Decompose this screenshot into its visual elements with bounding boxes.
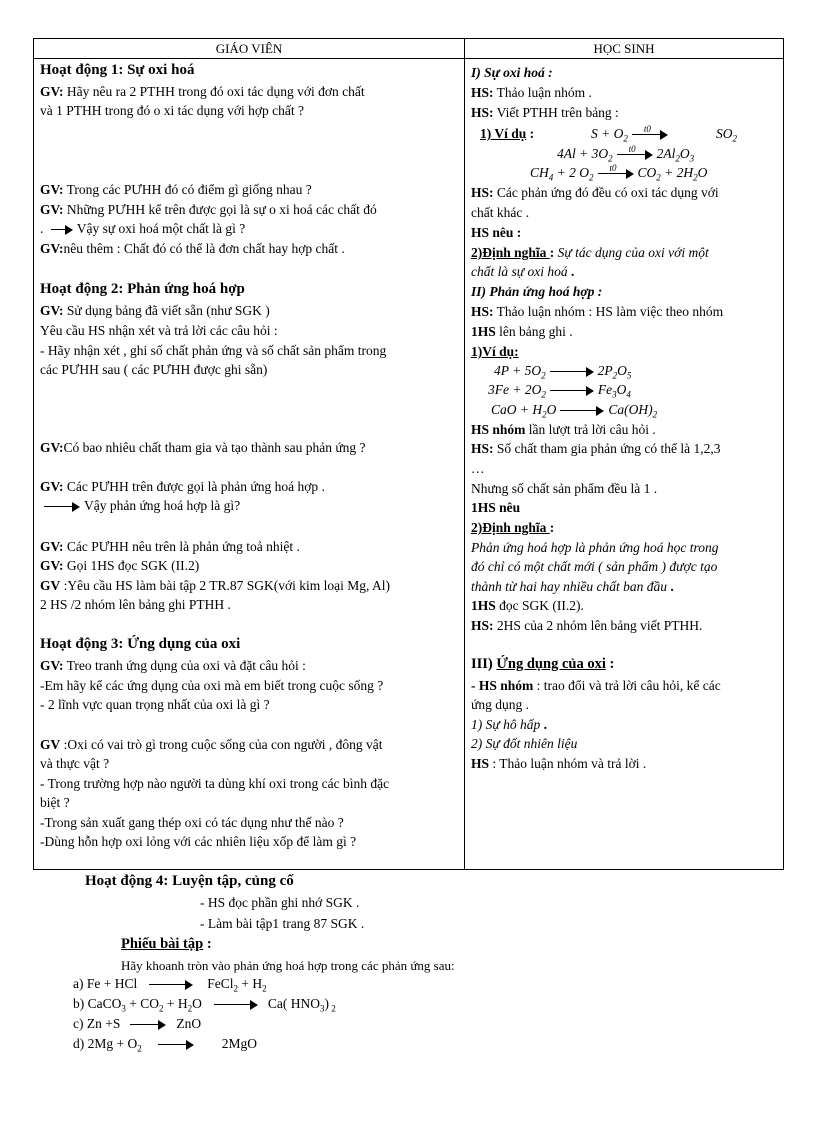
text-line: - Hãy nhận xét , ghi số chất phản ứng và số chất sản phẩm trong — [40, 343, 387, 358]
activity-3-title: Hoạt động 3: Ứng dụng của oxi — [40, 636, 241, 652]
arrow-icon: t0 — [617, 150, 653, 160]
question-a: a) Fe + HCl FeCl$_2$ + $H_2$ — [73, 976, 267, 994]
question-d: d) $2Mg + O_2$ 2MgO — [73, 1036, 258, 1054]
text-line: HS nhóm lần lượt trả lời câu hỏi . — [471, 422, 656, 437]
section-3-title: III) Ứng dụng của oxi : — [471, 656, 615, 672]
arrow-icon: t0 — [632, 130, 668, 140]
text-line: GV: Hãy nêu ra 2 PTHH trong đó oxi tác dụng với đơn chất — [40, 84, 365, 99]
section-2-title: II) Phản ứng hoá hợp : — [471, 284, 603, 299]
question-c: c) Zn +S ZnO — [73, 1016, 202, 1031]
arrow-icon — [51, 225, 73, 235]
use-item: 2) Sự đốt nhiên liệu — [471, 736, 578, 751]
arrow-icon — [550, 386, 594, 396]
text-line: GV:nêu thêm : Chất đó có thể là đơn chất hay hợp chất . — [40, 241, 345, 256]
text-line: -Trong sản xuất gang thép oxi có tác dụng như thế nào ? — [40, 815, 344, 830]
text-line: ứng dụng . — [471, 697, 529, 712]
arrow-icon — [560, 406, 604, 416]
text-line: 1HS nêu — [471, 500, 521, 515]
arrow-icon — [158, 1040, 194, 1050]
equation: $4P + 5O_2$ $2P_2O_5$ — [494, 363, 632, 381]
arrow-icon — [44, 502, 80, 512]
worksheet-title: Phiếu bài tập : — [121, 936, 212, 952]
text-line: HS: Các phản ứng đó đều có oxi tác dụng với — [471, 185, 719, 200]
text-line: 1HS đọc SGK (II.2). — [471, 598, 584, 613]
use-item: 1) Sự hô hấp . — [471, 717, 547, 732]
text-line: HS : Thảo luận nhóm và trả lời . — [471, 756, 647, 771]
text-line: Yêu cầu HS nhận xét và trả lời các câu hỏi : — [40, 323, 278, 338]
equation: $4Al + 3O_2$ t0 $2Al_2O_3$ — [557, 143, 695, 164]
text-line: GV :Yêu cầu HS làm bài tập 2 TR.87 SGK(với kim loại Mg, Al) — [40, 578, 390, 593]
header-student: HỌC SINH — [465, 39, 784, 59]
text-line: chất khác . — [471, 205, 530, 220]
activity-2-title: Hoạt động 2: Phản ứng hoá hợp — [40, 281, 245, 297]
text-line: - 2 lĩnh vực quan trọng nhất của oxi là gì ? — [40, 697, 270, 712]
text-line: GV: Sử dụng bảng đã viết sẵn (như SGK ) — [40, 303, 270, 318]
text-line: GV: Những PƯHH kể trên được gọi là sự o xi hoá các chất đó — [40, 202, 377, 217]
equation: $3Fe + 2O_2$ $Fe_3O_4$ — [488, 382, 631, 400]
equation: $S + O_2$ t0 — [591, 125, 672, 148]
text-line: HS nêu : — [471, 225, 522, 240]
text-line: GV: Các PƯHH nêu trên là phản ứng toả nhiệt . — [40, 539, 300, 554]
text-line: . Vậy sự oxi hoá một chất là gì ? — [40, 221, 246, 236]
text-line: các PƯHH sau ( các PƯHH được ghi sẵn) — [40, 362, 268, 377]
example-label: 1)Ví dụ: — [471, 344, 519, 359]
activity-1-title: Hoạt động 1: Sự oxi hoá — [40, 62, 195, 78]
text-line: GV: Treo tranh ứng dụng của oxi và đặt câu hỏi : — [40, 658, 306, 673]
text-line: - Trong trường hợp nào người ta dùng khí oxi trong các bình đặc — [40, 776, 390, 791]
arrow-icon — [130, 1020, 166, 1030]
text-line: HS: Số chất tham gia phản ứng có thể là 1,2,3 — [471, 441, 721, 456]
text-line: HS: Thảo luận nhóm . — [471, 85, 592, 100]
worksheet-instructions: Hãy khoanh tròn vào phản ứng hoá hợp trong các phản ứng sau: — [121, 958, 455, 973]
text-line: và 1 PTHH trong đó o xi tác dụng với hợp chất ? — [40, 103, 304, 118]
header-teacher: GIÁO VIÊN — [34, 39, 465, 59]
text-line: - HS nhóm : trao đổi và trả lời câu hỏi, kể các — [471, 678, 721, 693]
text-line: GV: Trong các PƯHH đó có điểm gì giống nhau ? — [40, 182, 312, 197]
question-b: b) CaCO$_3$ + $CO_2 + H_2O$ Ca( $HNO_3$) $_2$ — [73, 996, 336, 1014]
text-line: HS: Viết PTHH trên bảng : — [471, 105, 619, 120]
text-line: biệt ? — [40, 795, 70, 810]
text-line: -Em hãy kể các ứng dụng của oxi mà em biết trong cuộc sống ? — [40, 678, 384, 693]
equation-product: $SO_2$ — [716, 126, 737, 144]
definition-1-line2: chất là sự oxi hoá . — [471, 264, 575, 279]
text-line: GV :Oxi có vai trò gì trong cuộc sống của con người , đông vật — [40, 737, 383, 752]
list-item: - Làm bài tập1 trang 87 SGK . — [200, 916, 365, 931]
text-line: Nhưng số chất sản phẩm đều là 1 . — [471, 481, 658, 496]
section-1-title: I) Sự oxi hoá : — [471, 65, 553, 80]
activity-4-title: Hoạt động 4: Luyện tập, củng cố — [85, 873, 294, 889]
arrow-icon — [149, 980, 193, 990]
text-line: GV: Các PƯHH trên được gọi là phản ứng hoá hợp . — [40, 479, 325, 494]
list-item: - HS đọc phần ghi nhớ SGK . — [200, 895, 360, 910]
text-line: HS: 2HS của 2 nhóm lên bảng viết PTHH. — [471, 618, 703, 633]
equation: CaO + $H_2O$ $Ca(OH)_2$ — [491, 402, 658, 420]
text-line: GV:Có bao nhiêu chất tham gia và tạo thành sau phản ứng ? — [40, 440, 366, 455]
definition-1: 2)Định nghĩa : Sự tác dụng của oxi với một — [471, 245, 709, 260]
text-line: HS: Thảo luận nhóm : HS làm việc theo nhóm — [471, 304, 724, 319]
text-line: GV: Gọi 1HS đọc SGK (II.2) — [40, 558, 200, 573]
example-label: 1) Ví dụ : — [480, 126, 535, 141]
definition-2-line: đó chỉ có một chất mới ( sản phẩm ) được tạo — [471, 559, 718, 574]
definition-2-line: thành từ hai hay nhiều chất ban đầu . — [471, 579, 674, 594]
text-line: -Dùng hỗn hợp oxi lỏng với các nhiên liệu xốp để làm gì ? — [40, 834, 357, 849]
definition-2-line: Phản ứng hoá hợp là phản ứng hoá học trong — [471, 540, 719, 555]
definition-2: 2)Định nghĩa : — [471, 520, 555, 535]
text-line: Vậy phản ứng hoá hợp là gì? — [40, 497, 240, 514]
arrow-icon — [550, 367, 594, 377]
arrow-icon: t0 — [598, 169, 634, 179]
text-line: … — [471, 461, 485, 476]
equation: $CH_4 + 2$ $O_2$ t0 $CO_2 + 2H_2O$ — [530, 162, 708, 183]
text-line: và thực vật ? — [40, 756, 110, 771]
text-line: 2 HS /2 nhóm lên bảng ghi PTHH . — [40, 597, 231, 612]
arrow-icon — [214, 1000, 258, 1010]
text-line: 1HS lên bảng ghi . — [471, 324, 573, 339]
